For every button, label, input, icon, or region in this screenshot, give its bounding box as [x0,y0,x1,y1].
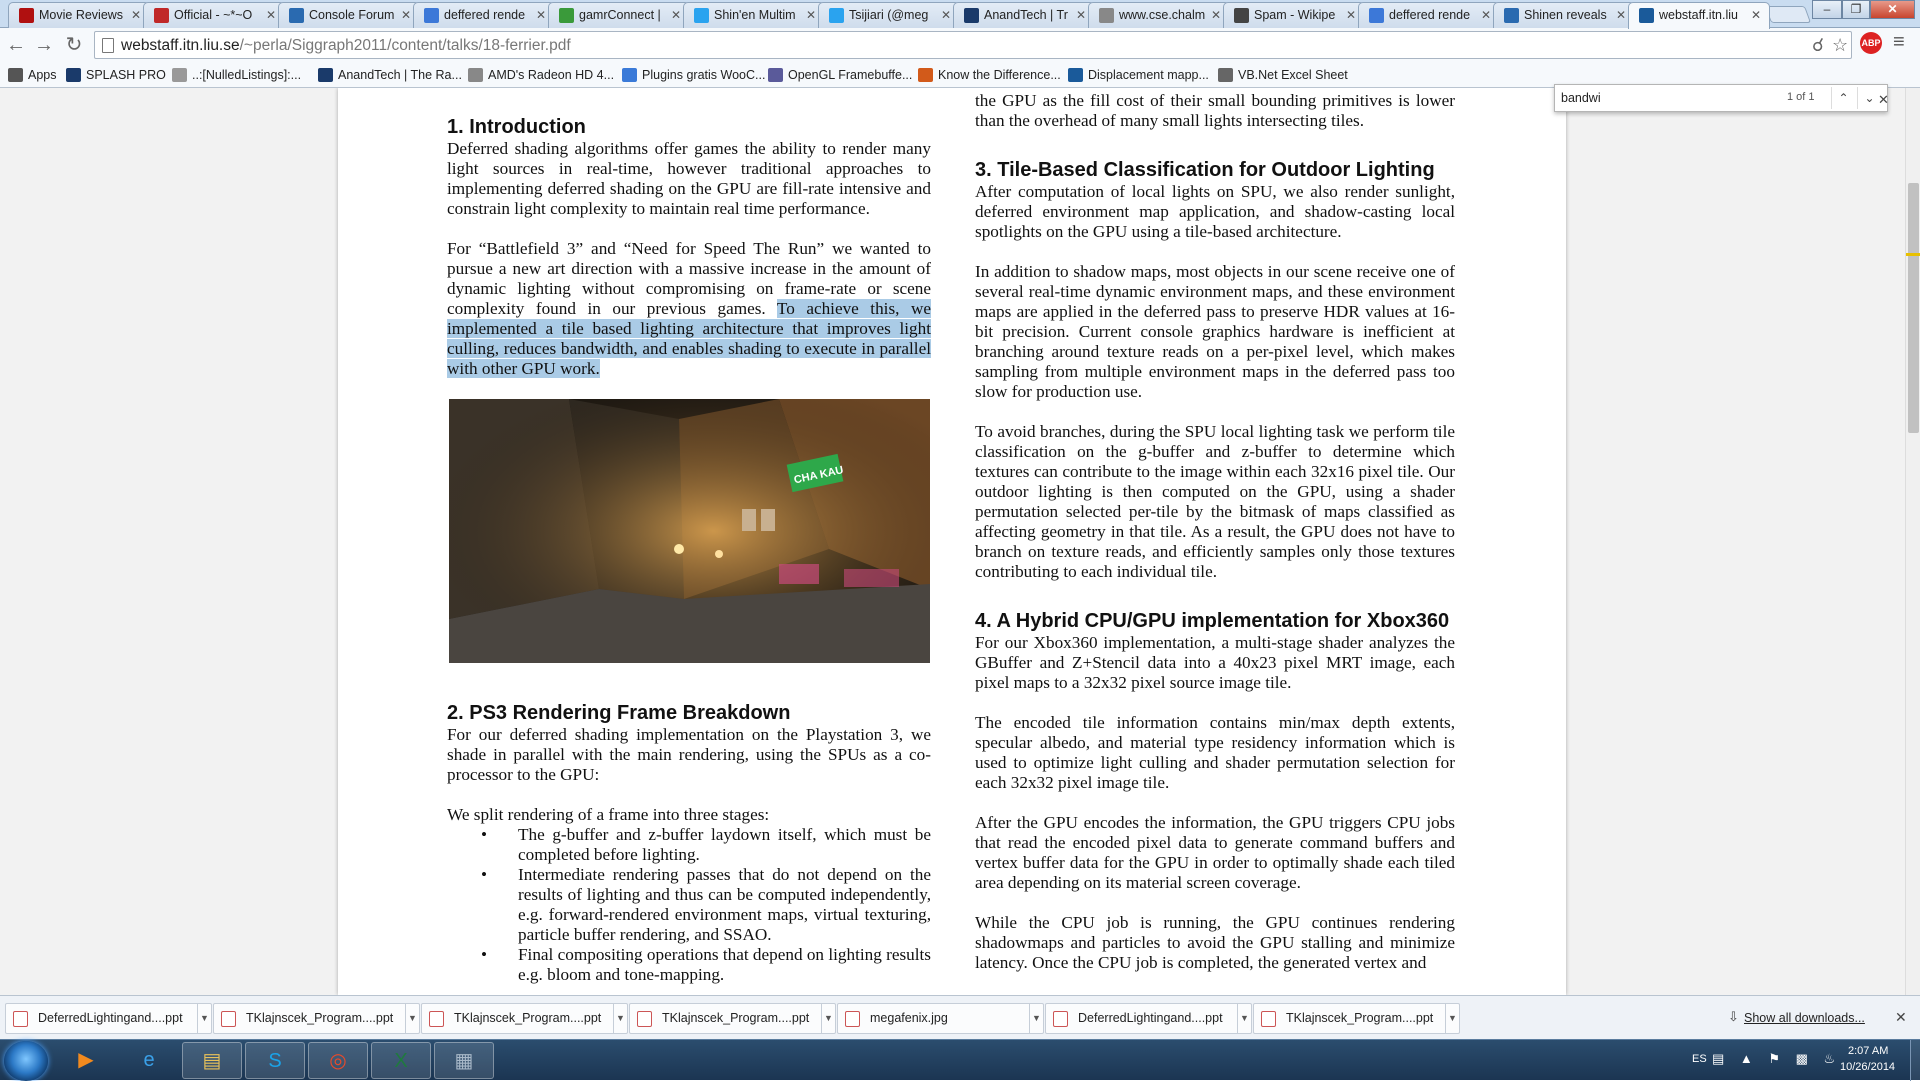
find-count: 1 of 1 [1787,91,1815,103]
tab[interactable] [1223,2,1365,28]
bookmark-favicon-icon [768,68,783,82]
bookmark-label: AMD's Radeon HD 4... [488,68,615,82]
tab[interactable] [953,2,1095,28]
bookmark-star-icon[interactable]: ☆ [1832,35,1849,55]
find-input[interactable] [1561,88,1761,108]
download-menu-chevron-icon[interactable]: ▼ [821,1004,835,1033]
tab-favicon-icon [289,8,304,23]
new-tab-button[interactable] [1765,6,1811,23]
bookmark-item[interactable] [318,66,462,84]
excel-icon[interactable]: X [371,1042,431,1079]
tab-favicon-icon [964,8,979,23]
download-item[interactable] [1045,1003,1252,1034]
tab-title: Tsijiari (@meg [849,8,929,22]
bookmark-favicon-icon [622,68,637,82]
chrome-menu-icon[interactable]: ≡ [1893,31,1905,53]
tab-favicon-icon [1099,8,1114,23]
download-filename: TKlajnscek_Program....ppt [454,1011,602,1025]
right-column [975,91,1455,993]
clock-time[interactable]: 2:07 AM [1848,1045,1889,1057]
section-3-heading: 3. Tile-Based Classification for Outdoor Lighting [975,159,1435,181]
tab[interactable] [1493,2,1635,28]
bookmark-label: ..:[NulledListings]:... [192,68,302,82]
tab-favicon-icon [424,8,439,23]
tab-close-icon[interactable]: ✕ [1210,8,1221,22]
stages-list [518,825,931,985]
tab-title: Shin'en Multim [714,8,796,22]
file-explorer-icon[interactable]: ▤ [182,1042,242,1079]
paragraph: For our deferred shading implementation on the Playstation 3, we shade in parallel with the main rendering, using the SPUs as a co-processor to the GPU: [447,725,931,784]
tab-close-icon[interactable]: ✕ [1345,8,1356,22]
powerpoint-file-icon [13,1011,28,1027]
download-shelf-close-icon[interactable]: ✕ [1895,1009,1907,1025]
bookmark-label: OpenGL Framebuffe... [788,68,913,82]
zoom-icon[interactable]: ☌ [1812,35,1825,55]
download-filename: TKlajnscek_Program....ppt [1286,1011,1434,1025]
figure-image [449,399,930,663]
list-item: • The g-buffer and z-buffer laydown itself, which must be completed before lighting. [518,825,931,865]
download-menu-chevron-icon[interactable]: ▼ [197,1004,211,1033]
tab-close-icon[interactable]: ✕ [1480,8,1491,22]
paragraph [447,239,931,379]
vertical-scrollbar[interactable] [1905,88,1920,995]
page-icon [102,38,114,53]
tab-close-icon[interactable]: ✕ [130,8,141,22]
bookmark-item[interactable] [468,66,614,84]
adblock-icon[interactable]: ABP [1860,32,1882,54]
tab-favicon-icon [1234,8,1249,23]
download-filename: DeferredLightingand....ppt [38,1011,183,1025]
powerpoint-file-icon [637,1011,652,1027]
language-indicator[interactable]: ES [1692,1053,1707,1065]
tab-title: AnandTech | Tr [984,8,1068,22]
bookmark-item[interactable] [172,66,301,84]
tab-active[interactable] [1628,2,1770,29]
tab-close-icon[interactable]: ✕ [535,8,546,22]
paragraph: After computation of local lights on SPU, we also render sunlight, deferred environment map application, and shadow-casting local spotlights on the GPU using a tile-based architecture. [975,182,1455,241]
paragraph: To avoid branches, during the SPU local lighting task we perform tile classification on the g-buffer and z-buffer to determine which textures can contribute to the image within each 32x16 pixel tile. Our outdoor lighting is then computed on the GPU, using a shader permutation selected per-tile by the bitmask of maps classified as affecting geometry in that tile. As a result, the GPU does not have to branch on texture reads, and efficiently samples only those textures contributing to each individual tile. [975,422,1455,581]
tab[interactable] [143,2,285,28]
show-all-downloads-link[interactable]: Show all downloads... [1744,1011,1865,1025]
bookmark-favicon-icon [918,68,933,82]
paragraph: The encoded tile information contains min/max depth extents, specular albedo, and material type residency information which is used to optimize light culling and shader permutation selection for each 32x32 pixel image tile. [975,713,1455,792]
bookmark-item[interactable] [918,66,1061,84]
tab-title: deffered rende [444,8,526,22]
section-2-heading: 2. PS3 Rendering Frame Breakdown [447,702,791,724]
forward-button[interactable]: → [34,34,54,56]
tab-close-icon[interactable]: ✕ [805,8,816,22]
tab-title: Movie Reviews [39,8,124,22]
url-path: /~perla/Siggraph2011/content/talks/18-ferrier.pdf [239,37,571,54]
tab-title: Spam - Wikipe [1254,8,1336,22]
find-bar [1554,84,1888,112]
reload-button[interactable]: ↻ [65,34,83,56]
bookmark-label: Apps [28,68,57,82]
figure-sign-text: CHA KAU [792,464,845,487]
download-icon: ⇩ [1728,1009,1739,1024]
chrome-icon[interactable]: ◎ [308,1042,368,1079]
paragraph-text: For “Battlefield 3” and “Need for Speed The Run” we wanted to pursue a new art direction with a massive increase in the amount of dynamic lighting without compromising on frame-rate or scene complexity found in our previous games. [447,239,931,318]
download-filename: megafenix.jpg [870,1011,948,1025]
paragraph: Deferred shading algorithms offer games the ability to render many light sources in real-time, however traditional approaches to implementing deferred shading on the GPU are fill-rate intensive and constrain light complexity to maintain real time performance. [447,139,931,218]
tab-favicon-icon [1504,8,1519,23]
bookmark-label: Know the Difference... [938,68,1061,82]
bookmark-favicon-icon [468,68,483,82]
bookmark-label: Plugins gratis WooC... [642,68,766,82]
tab-strip [0,0,1920,28]
tab-close-icon[interactable]: ✕ [1750,8,1761,22]
night-street-figure [449,399,930,663]
download-item[interactable] [5,1003,212,1034]
section-4-heading: 4. A Hybrid CPU/GPU implementation for Xbox360 [975,610,1450,632]
download-filename: TKlajnscek_Program....ppt [662,1011,810,1025]
media-player-icon[interactable]: ▶ [78,1049,94,1071]
download-item[interactable] [837,1003,1044,1034]
find-next-button[interactable]: ⌄ [1857,87,1881,109]
tab[interactable] [548,2,690,28]
tab-title: Console Forum [309,8,395,22]
tab-title: www.cse.chalm [1119,8,1206,22]
bookmark-favicon-icon [66,68,81,82]
tab-close-icon[interactable]: ✕ [1615,8,1626,22]
bookmark-item[interactable] [622,66,765,84]
download-filename: DeferredLightingand....ppt [1078,1011,1223,1025]
tab-favicon-icon [694,8,709,23]
tab-close-icon[interactable]: ✕ [940,8,951,22]
find-previous-button[interactable]: ⌃ [1831,87,1855,109]
tab-close-icon[interactable]: ✕ [400,8,411,22]
tab[interactable] [818,2,960,28]
url-host: webstaff.itn.liu.se [121,37,240,54]
bookmark-label: Displacement mapp... [1088,68,1209,82]
tab-title: deffered rende [1389,8,1471,22]
powerpoint-file-icon [221,1011,236,1027]
bookmark-item[interactable] [1218,66,1348,84]
download-shelf [0,995,1920,1039]
paragraph: For our Xbox360 implementation, a multi-stage shader analyzes the GBuffer and Z+Stencil data into a 40x23 pixel MRT image, each pixel maps to a 32x32 pixel source image tile. [975,633,1455,692]
browser-toolbar [0,28,1920,62]
download-item[interactable] [213,1003,420,1034]
pdf-page [338,88,1566,995]
download-item[interactable] [629,1003,836,1034]
download-menu-chevron-icon[interactable]: ▼ [1029,1004,1043,1033]
search-highlight: To achieve this, we implemented a tile based lighting architecture that improves light culling, reduces bandwidth, and enables shading to execute in parallel with other GPU work. [447,299,931,378]
tab-close-icon[interactable]: ✕ [265,8,276,22]
bookmark-item[interactable] [1068,66,1209,84]
start-button[interactable] [4,1041,48,1081]
pdf-viewer [0,88,1905,995]
paragraph: After the GPU encodes the information, the GPU triggers CPU jobs that read the encoded pixel data to generate command buffers and vertex buffer data for the GPU in order to optimally shade each tiled area depending on its material screen coverage. [975,813,1455,892]
tab[interactable] [1358,2,1500,28]
calculator-icon[interactable]: ▦ [434,1042,494,1079]
powerpoint-file-icon [1261,1011,1276,1027]
image-file-icon [845,1011,860,1027]
download-menu-chevron-icon[interactable]: ▼ [613,1004,627,1033]
close-window-button[interactable]: ✕ [1870,0,1915,19]
url-text [121,37,571,55]
tab-title: Shinen reveals [1524,8,1607,22]
tab[interactable] [278,2,420,28]
tab-title: gamrConnect | [579,8,661,22]
apps-shortcut[interactable] [8,66,57,84]
address-bar[interactable] [94,31,1852,59]
bookmark-label: VB.Net Excel Sheet [1238,68,1348,82]
clock-date[interactable]: 10/26/2014 [1840,1061,1896,1073]
maximize-button[interactable]: ❐ [1842,0,1870,19]
tab[interactable] [683,2,825,28]
bookmark-item[interactable] [768,66,912,84]
download-menu-chevron-icon[interactable]: ▼ [405,1004,419,1033]
bookmark-item[interactable] [66,66,166,84]
download-item[interactable] [1253,1003,1460,1034]
download-menu-chevron-icon[interactable]: ▼ [1237,1004,1251,1033]
tab-close-icon[interactable]: ✕ [670,8,681,22]
bookmark-label: SPLASH PRO [86,68,166,82]
left-column [447,115,931,985]
bookmark-favicon-icon [1068,68,1083,82]
bookmark-favicon-icon [172,68,187,82]
download-menu-chevron-icon[interactable]: ▼ [1445,1004,1459,1033]
bookmark-favicon-icon [1218,68,1233,82]
minimize-button[interactable]: – [1812,0,1842,19]
section-1-heading: 1. Introduction [447,116,586,138]
tab-favicon-icon [19,8,34,23]
tab-favicon-icon [1369,8,1384,23]
tab-title: webstaff.itn.liu [1659,8,1738,22]
paragraph: the GPU as the fill cost of their small bounding primitives is lower than the overhead of many small lights intersecting tiles. [975,91,1455,130]
find-close-icon[interactable]: ✕ [1878,92,1889,107]
paragraph: We split rendering of a frame into three stages: [447,805,770,824]
tab[interactable] [413,2,555,28]
powerpoint-file-icon [429,1011,444,1027]
tab[interactable] [1088,2,1230,28]
internet-explorer-icon[interactable]: e [143,1049,155,1071]
bookmark-favicon-icon [318,68,333,82]
skype-icon[interactable]: S [245,1042,305,1079]
list-item: • Intermediate rendering passes that do not depend on the results of lighting and thus can be computed independently, e.g. forward-rendered environment maps, virtual texturing, particle buffer rendering, and SSAO. [518,865,931,945]
bookmark-label: AnandTech | The Ra... [338,68,462,82]
show-desktop-button[interactable] [1910,1040,1920,1081]
find-match-marker [1906,253,1920,256]
tab-favicon-icon [154,8,169,23]
apps-grid-icon [8,68,23,82]
download-filename: TKlajnscek_Program....ppt [246,1011,394,1025]
powerpoint-file-icon [1053,1011,1068,1027]
tray-icons[interactable]: ▤ ▲ ⚑ ▩ ♨ [1712,1051,1842,1066]
tab-title: Official - ~*~O [174,8,253,22]
list-item: • Final compositing operations that depend on lighting results e.g. bloom and tone-mapping. [518,945,931,985]
tab-favicon-icon [829,8,844,23]
paragraph: In addition to shadow maps, most objects in our scene receive one of several real-time dynamic environment maps, and these environment maps are applied in the deferred pass to preserve HDR values at 16-bit precision. Current console graphics hardware is inefficient at branching around texture reads on a per-pixel level, which makes sampling from multiple environment maps in the deferred pass too slow for production use. [975,262,1455,401]
windows-taskbar [0,1039,1920,1080]
download-item[interactable] [421,1003,628,1034]
tab-close-icon[interactable]: ✕ [1075,8,1086,22]
paragraph: While the CPU job is running, the GPU continues rendering shadowmaps and particles to avoid the GPU stalling and minimize latency. Once the CPU job is completed, the generated vertex and [975,913,1455,972]
tab[interactable] [8,2,150,28]
scrollbar-thumb[interactable] [1908,183,1919,433]
back-button[interactable]: ← [6,34,26,56]
tab-favicon-icon [1639,8,1654,23]
tab-favicon-icon [559,8,574,23]
